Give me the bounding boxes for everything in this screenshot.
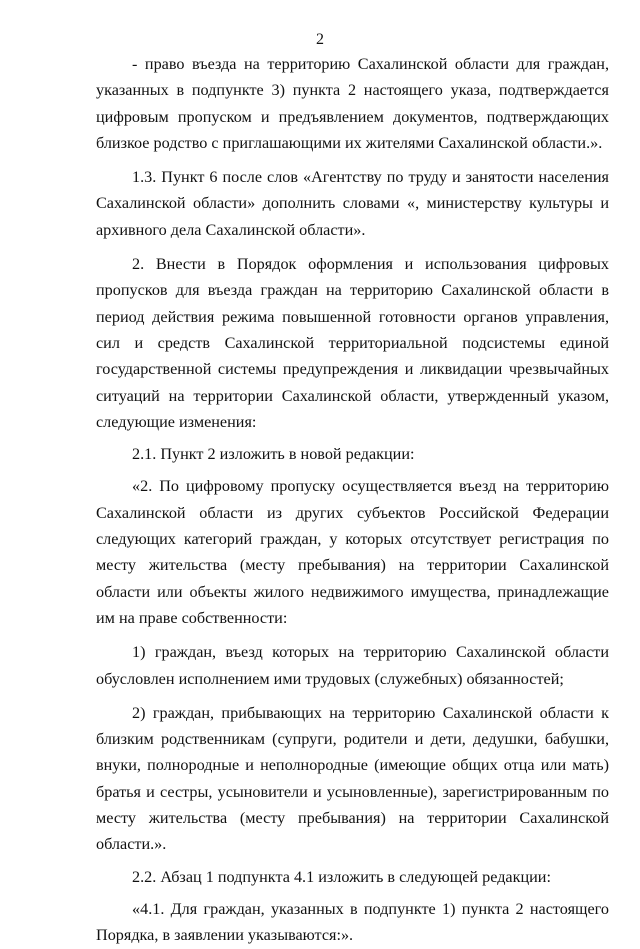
paragraph-1-3: 1.3. Пункт 6 после слов «Агентству по труду и занятости населения Сахалинской области» дополнить словами «, министерству культуры и архивного дела Сахалинской области».: [96, 168, 609, 239]
paragraph-entry-right-clause: - право въезда на территорию Сахалинской области для граждан, указанных в подпункте 3) пункта 2 настоящего указа, подтверждается цифровым пропуском и предъявлением документов, подтверждающих близкое родство с приглашающими их жителями Сахалинской области.».: [96, 55, 609, 152]
paragraph-quoted-4-1: «4.1. Для граждан, указанных в подпункте 1) пункта 2 настоящего Порядка, в заявлении указываются:».: [96, 899, 609, 945]
paragraph-subitem-2: 2) граждан, прибывающих на территорию Сахалинской области к близким родственникам (супруги, родители и дети, дедушки, бабушки, внуки, полнородные и неполнородные (имеющие общих отца или мать) братья и сестры, усыновители и усыновленные), зарегистрированным по месту жительства (месту пребывания) на территории Сахалинской области.».: [96, 703, 609, 854]
paragraph-quoted-point-2: «2. По цифровому пропуску осуществляется въезд на территорию Сахалинской области из других субъектов Российской Федерации следующих категорий граждан, у которых отсутствует регистрация по месту жительства (месту пребывания) на территории Сахалинской области или объекты жилого недвижимого имущества, принадлежащие им на праве собственности:: [96, 477, 609, 627]
page-number: 2: [316, 31, 324, 48]
paragraph-subitem-1: 1) граждан, въезд которых на территорию Сахалинской области обусловлен исполнением ими трудовых (служебных) обязанностей;: [96, 643, 609, 688]
paragraph-2-1: 2.1. Пункт 2 изложить в новой редакции:: [132, 445, 415, 464]
paragraph-2-2: 2.2. Абзац 1 подпункта 4.1 изложить в следующей редакции:: [132, 867, 551, 886]
document-body: [96, 51, 609, 949]
paragraph-2: 2. Внести в Порядок оформления и использования цифровых пропусков для въезда граждан на территорию Сахалинской области в период действия режима повышенной готовности органов управления, сил и средств Сахалинской территориальной подсистемы единой государственной системы предупреждения и ликвидации чрезвычайных ситуаций на территории Сахалинской области, утвержденный указом, следующие изменения:: [96, 255, 609, 431]
